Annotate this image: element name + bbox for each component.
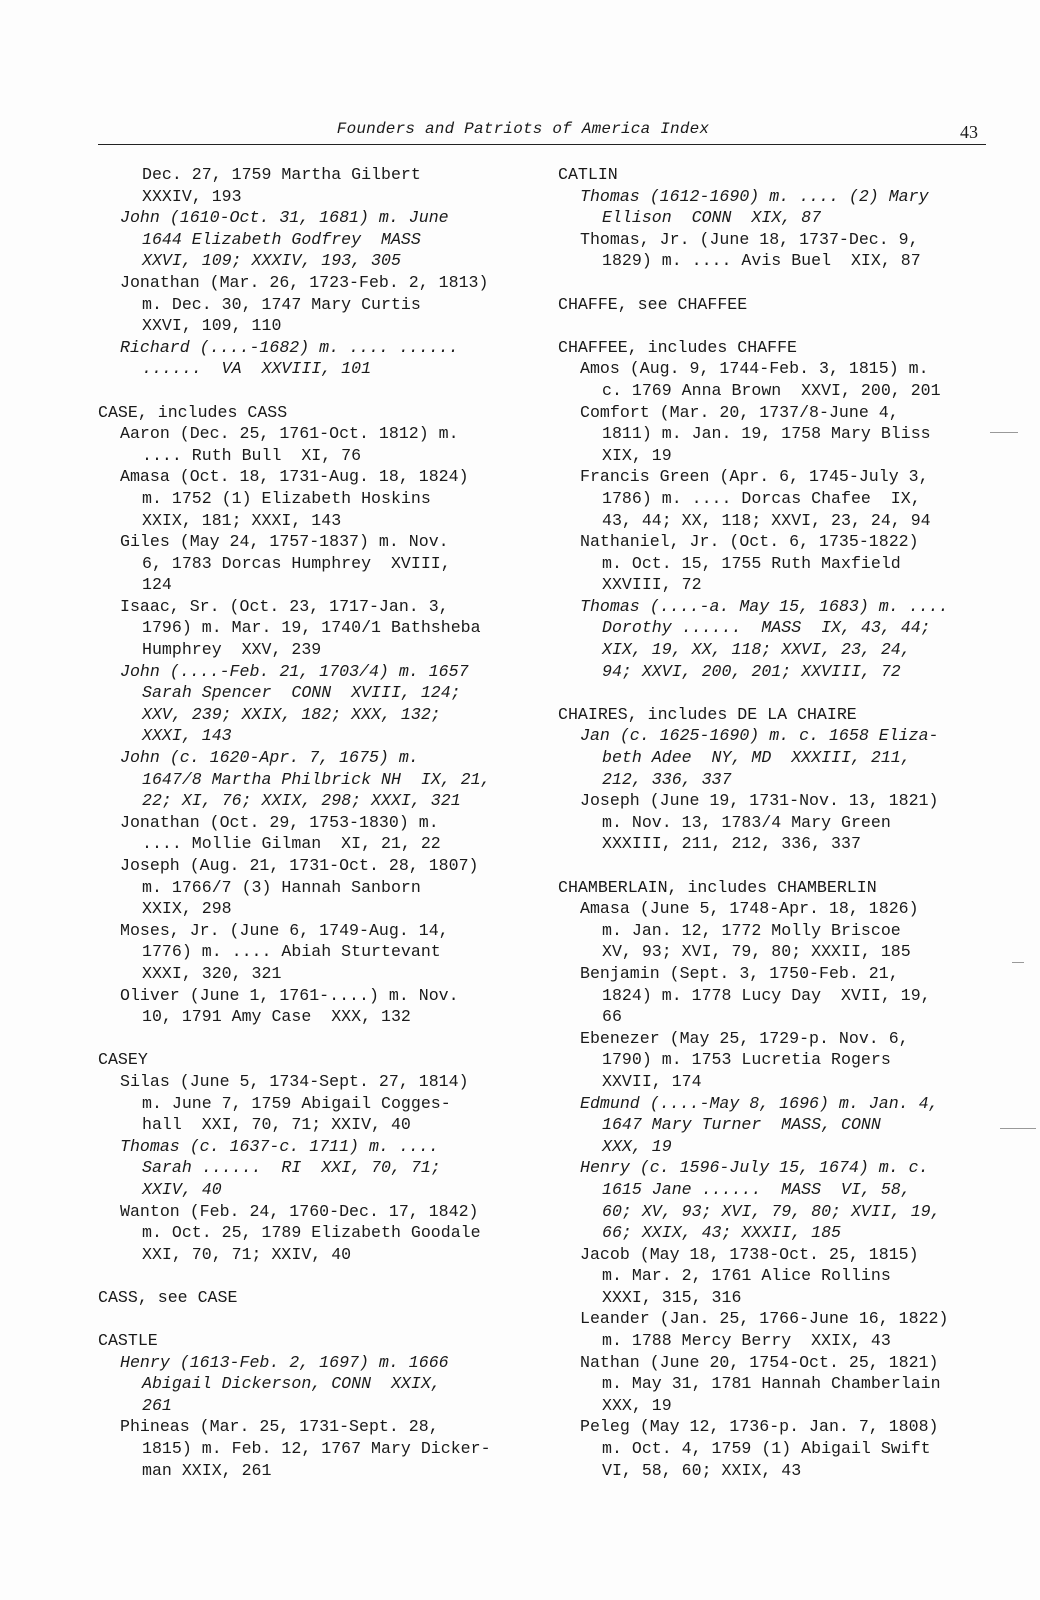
- entry-line: John (1610-Oct. 31, 1681) m. June: [120, 208, 449, 228]
- index-entry: [98, 855, 548, 920]
- entry-line: Henry (c. 1596-July 15, 1674) m. c.: [580, 1158, 929, 1178]
- entry-line: Thomas, Jr. (June 18, 1737-Dec. 9,: [580, 229, 919, 249]
- entry-line: Wanton (Feb. 24, 1760-Dec. 17, 1842): [120, 1201, 479, 1221]
- index-entry: [558, 402, 1008, 467]
- entry-line: Ellison CONN XIX, 87: [602, 208, 822, 228]
- entry-line: m. Oct. 4, 1759 (1) Abigail Swift: [602, 1439, 931, 1459]
- entry-line: Dorothy ...... MASS IX, 43, 44;: [602, 618, 931, 638]
- index-entry: [98, 423, 548, 466]
- entry-line: 10, 1791 Amy Case XXX, 132: [142, 1007, 411, 1027]
- index-entry: [98, 661, 548, 747]
- index-entry: [558, 898, 1008, 963]
- index-entry: [558, 531, 1008, 596]
- index-entry: [98, 1136, 548, 1201]
- surname-heading: CASTLE: [98, 1331, 158, 1351]
- index-entry: [558, 790, 1008, 855]
- group-spacer: [98, 1308, 548, 1330]
- entry-line: 1829) m. .... Avis Buel XIX, 87: [602, 251, 921, 271]
- entry-line: 1776) m. .... Abiah Sturtevant: [142, 942, 441, 962]
- entry-line: Isaac, Sr. (Oct. 23, 1717-Jan. 3,: [120, 596, 449, 616]
- entry-line: XIX, 19: [602, 445, 672, 465]
- running-header: [98, 120, 986, 145]
- index-entry: [98, 207, 548, 272]
- entry-line: Edmund (....-May 8, 1696) m. Jan. 4,: [580, 1093, 939, 1113]
- entry-line: 1615 Jane ...... MASS VI, 58,: [602, 1179, 911, 1199]
- surname-heading: CASS, see CASE: [98, 1287, 238, 1307]
- entry-line: m. June 7, 1759 Abigail Cogges-: [142, 1093, 451, 1113]
- entry-line: Dec. 27, 1759 Martha Gilbert: [142, 165, 421, 184]
- entry-line: 66; XXIX, 43; XXXII, 185: [602, 1223, 841, 1243]
- entry-line: Nathaniel, Jr. (Oct. 6, 1735-1822): [580, 532, 919, 552]
- group-spacer: [558, 315, 1008, 337]
- entry-line: man XXIX, 261: [142, 1460, 272, 1480]
- index-entry: [98, 1071, 548, 1136]
- surname-heading: CATLIN: [558, 165, 618, 184]
- entry-line: Peleg (May 12, 1736-p. Jan. 7, 1808): [580, 1417, 939, 1437]
- entry-line: m. 1766/7 (3) Hannah Sanborn: [142, 877, 421, 897]
- entry-line: 212, 336, 337: [602, 769, 732, 789]
- entry-line: Sarah Spencer CONN XVIII, 124;: [142, 683, 461, 703]
- entry-line: XXX, 19: [602, 1136, 672, 1156]
- group-spacer: [98, 380, 548, 402]
- entry-line: 1815) m. Feb. 12, 1767 Mary Dicker-: [142, 1439, 491, 1459]
- group-spacer: [558, 682, 1008, 704]
- entry-line: hall XXI, 70, 71; XXIV, 40: [142, 1115, 411, 1135]
- entry-line: Amasa (Oct. 18, 1731-Aug. 18, 1824): [120, 467, 469, 487]
- entry-line: Thomas (....-a. May 15, 1683) m. ....: [580, 596, 949, 616]
- entry-line: Richard (....-1682) m. .... ......: [120, 337, 459, 357]
- index-entry: [98, 812, 548, 855]
- index-entry: [558, 725, 1008, 790]
- index-entry: [98, 531, 548, 596]
- entry-line: 1786) m. .... Dorcas Chafee IX,: [602, 488, 921, 508]
- entry-line: .... Mollie Gilman XI, 21, 22: [142, 834, 441, 854]
- index-entry: [558, 1028, 1008, 1093]
- entry-line: Humphrey XXV, 239: [142, 640, 322, 660]
- index-entry: [558, 596, 1008, 682]
- entry-line: XXX, 19: [602, 1395, 672, 1415]
- entry-line: 1647/8 Martha Philbrick NH IX, 21,: [142, 769, 491, 789]
- entry-line: VI, 58, 60; XXIX, 43: [602, 1460, 802, 1480]
- right-column: [558, 164, 1008, 1481]
- index-entry: [98, 1352, 548, 1417]
- entry-line: XXXI, 143: [142, 726, 232, 746]
- entry-line: Benjamin (Sept. 3, 1750-Feb. 21,: [580, 963, 899, 983]
- scan-margin-mark: [990, 432, 1018, 433]
- entry-line: 1790) m. 1753 Lucretia Rogers: [602, 1050, 891, 1070]
- scan-margin-mark: [1000, 1128, 1036, 1129]
- entry-line: Jacob (May 18, 1738-Oct. 25, 1815): [580, 1244, 919, 1264]
- index-entry: [558, 358, 1008, 401]
- index-entry: [558, 186, 1008, 229]
- entry-line: Henry (1613-Feb. 2, 1697) m. 1666: [120, 1352, 449, 1372]
- entry-line: Comfort (Mar. 20, 1737/8-June 4,: [580, 402, 899, 422]
- entry-line: Nathan (June 20, 1754-Oct. 25, 1821): [580, 1352, 939, 1372]
- surname-heading: CHAFFEE, includes CHAFFE: [558, 337, 797, 357]
- entry-line: m. May 31, 1781 Hannah Chamberlain: [602, 1374, 941, 1394]
- entry-line: ...... VA XXVIII, 101: [142, 359, 372, 379]
- left-column: [98, 164, 548, 1481]
- index-entry: [98, 596, 548, 661]
- entry-line: XV, 93; XVI, 79, 80; XXXII, 185: [602, 942, 911, 962]
- entry-line: Abigail Dickerson, CONN XXIX,: [142, 1374, 441, 1394]
- entry-line: XXVI, 109; XXXIV, 193, 305: [142, 251, 401, 271]
- entry-line: Moses, Jr. (June 6, 1749-Aug. 14,: [120, 920, 449, 940]
- entry-line: m. Dec. 30, 1747 Mary Curtis: [142, 294, 421, 314]
- group-spacer: [98, 1028, 548, 1050]
- entry-line: m. 1752 (1) Elizabeth Hoskins: [142, 488, 431, 508]
- entry-line: XXXIII, 211, 212, 336, 337: [602, 834, 861, 854]
- index-entry: [98, 466, 548, 531]
- entry-line: 94; XXVI, 200, 201; XXVIII, 72: [602, 661, 901, 681]
- surname-heading: CASE, includes CASS: [98, 402, 288, 422]
- page-number: 43: [960, 122, 978, 142]
- entry-line: XXV, 239; XXIX, 182; XXX, 132;: [142, 704, 441, 724]
- index-entry: [98, 920, 548, 985]
- entry-line: Jonathan (Mar. 26, 1723-Feb. 2, 1813): [120, 272, 489, 292]
- scan-margin-mark: [1012, 962, 1024, 963]
- entry-line: 66: [602, 1007, 622, 1027]
- entry-line: XXIX, 298: [142, 899, 232, 919]
- entry-line: Giles (May 24, 1757-1837) m. Nov.: [120, 532, 449, 552]
- index-entry: [558, 1093, 1008, 1158]
- entry-line: XXVIII, 72: [602, 575, 702, 595]
- entry-line: Leander (Jan. 25, 1766-June 16, 1822): [580, 1309, 949, 1329]
- surname-heading: CHAFFE, see CHAFFEE: [558, 294, 748, 314]
- index-entry: [98, 1416, 548, 1481]
- entry-line: 1824) m. 1778 Lucy Day XVII, 19,: [602, 985, 931, 1005]
- entry-line: 261: [142, 1395, 172, 1415]
- entry-line: XXI, 70, 71; XXIV, 40: [142, 1244, 352, 1264]
- index-entry: [558, 1352, 1008, 1417]
- entry-line: 22; XI, 76; XXIX, 298; XXXI, 321: [142, 791, 461, 811]
- entry-line: Sarah ...... RI XXI, 70, 71;: [142, 1158, 441, 1178]
- entry-line: m. Jan. 12, 1772 Molly Briscoe: [602, 920, 901, 940]
- entry-line: .... Ruth Bull XI, 76: [142, 445, 362, 465]
- entry-line: Thomas (c. 1637-c. 1711) m. ....: [120, 1136, 439, 1156]
- entry-line: Ebenezer (May 25, 1729-p. Nov. 6,: [580, 1028, 909, 1048]
- index-entry: [558, 466, 1008, 531]
- entry-line: c. 1769 Anna Brown XXVI, 200, 201: [602, 380, 941, 400]
- index-entry: [558, 1157, 1008, 1243]
- entry-line: XXVI, 109, 110: [142, 316, 282, 336]
- entry-line: Aaron (Dec. 25, 1761-Oct. 1812) m.: [120, 424, 459, 444]
- entry-line: 43, 44; XX, 118; XXVI, 23, 24, 94: [602, 510, 931, 530]
- entry-line: Francis Green (Apr. 6, 1745-July 3,: [580, 467, 929, 487]
- entry-line: Jan (c. 1625-1690) m. c. 1658 Eliza-: [580, 726, 939, 746]
- entry-line: 1796) m. Mar. 19, 1740/1 Bathsheba: [142, 618, 481, 638]
- entry-line: Jonathan (Oct. 29, 1753-1830) m.: [120, 812, 439, 832]
- index-entry: [558, 963, 1008, 1028]
- entry-line: Silas (June 5, 1734-Sept. 27, 1814): [120, 1071, 469, 1091]
- entry-line: XXXI, 315, 316: [602, 1287, 742, 1307]
- entry-line: 1647 Mary Turner MASS, CONN: [602, 1115, 881, 1135]
- entry-line: XXIV, 40: [142, 1179, 222, 1199]
- index-entry: [558, 1244, 1008, 1309]
- index-entry: [98, 747, 548, 812]
- entry-line: XIX, 19, XX, 118; XXVI, 23, 24,: [602, 640, 911, 660]
- entry-line: Joseph (Aug. 21, 1731-Oct. 28, 1807): [120, 856, 479, 875]
- entry-line: 1644 Elizabeth Godfrey MASS: [142, 229, 421, 249]
- entry-line: XXIX, 181; XXXI, 143: [142, 510, 342, 530]
- entry-line: 60; XV, 93; XVI, 79, 80; XVII, 19,: [602, 1201, 941, 1221]
- entry-line: Oliver (June 1, 1761-....) m. Nov.: [120, 985, 459, 1005]
- group-spacer: [558, 272, 1008, 294]
- entry-line: Phineas (Mar. 25, 1731-Sept. 28,: [120, 1417, 439, 1437]
- index-entry: [98, 272, 548, 337]
- index-entry: [98, 985, 548, 1028]
- entry-line: m. Oct. 25, 1789 Elizabeth Goodale: [142, 1223, 481, 1243]
- entry-line: m. 1788 Mercy Berry XXIX, 43: [602, 1331, 891, 1351]
- entry-line: m. Oct. 15, 1755 Ruth Maxfield: [602, 553, 901, 573]
- entry-line: XXVII, 174: [602, 1071, 702, 1091]
- entry-line: m. Nov. 13, 1783/4 Mary Green: [602, 812, 891, 832]
- entry-line: Joseph (June 19, 1731-Nov. 13, 1821): [580, 791, 939, 811]
- entry-line: XXXI, 320, 321: [142, 963, 282, 983]
- entry-line: 6, 1783 Dorcas Humphrey XVIII,: [142, 553, 451, 573]
- entry-line: John (....-Feb. 21, 1703/4) m. 1657: [120, 661, 469, 681]
- running-title: Founders and Patriots of America Index: [336, 120, 710, 138]
- entry-line: Amos (Aug. 9, 1744-Feb. 3, 1815) m.: [580, 359, 929, 379]
- entry-line: m. Mar. 2, 1761 Alice Rollins: [602, 1266, 891, 1286]
- surname-heading: CASEY: [98, 1050, 148, 1070]
- entry-line: Amasa (June 5, 1748-Apr. 18, 1826): [580, 899, 919, 919]
- entry-line: 124: [142, 575, 172, 595]
- entry-line: 1811) m. Jan. 19, 1758 Mary Bliss: [602, 424, 931, 444]
- surname-heading: CHAMBERLAIN, includes CHAMBERLIN: [558, 877, 877, 897]
- index-entry: [558, 1416, 1008, 1481]
- entry-line: beth Adee NY, MD XXXIII, 211,: [602, 748, 911, 768]
- continued-entry: [98, 164, 548, 207]
- entry-line: XXXIV, 193: [142, 186, 242, 206]
- group-spacer: [558, 855, 1008, 877]
- index-entry: [558, 1308, 1008, 1351]
- group-spacer: [98, 1265, 548, 1287]
- index-entry: [98, 337, 548, 380]
- entry-line: Thomas (1612-1690) m. .... (2) Mary: [580, 186, 929, 206]
- surname-heading: CHAIRES, includes DE LA CHAIRE: [558, 704, 857, 724]
- index-entry: [558, 229, 1008, 272]
- entry-line: John (c. 1620-Apr. 7, 1675) m.: [120, 748, 419, 768]
- index-entry: [98, 1201, 548, 1266]
